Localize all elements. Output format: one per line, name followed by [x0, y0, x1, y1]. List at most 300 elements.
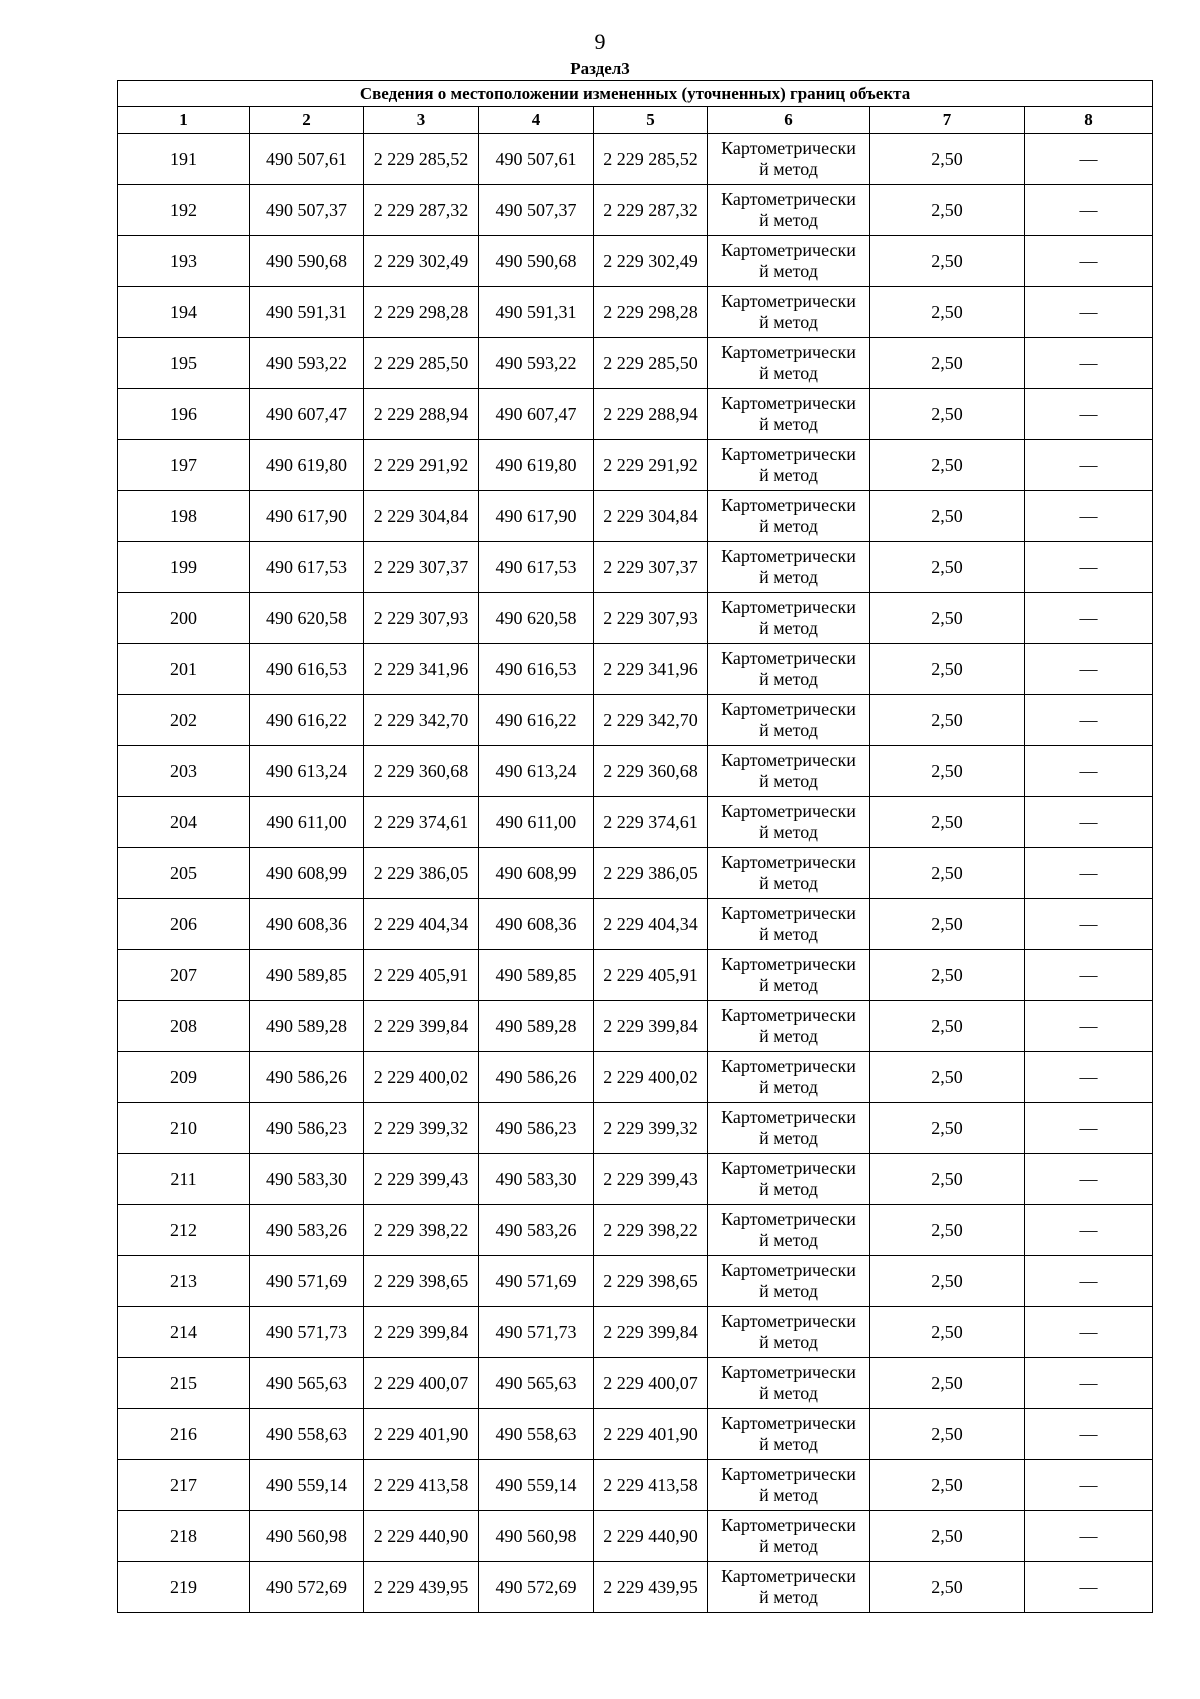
note-cell: — [1025, 440, 1153, 491]
accuracy-cell: 2,50 [870, 542, 1025, 593]
method-text-line: й метод [759, 1587, 818, 1607]
note-cell: — [1025, 695, 1153, 746]
x-coordinate-cell: 490 589,28 [479, 1001, 594, 1052]
method-cell [708, 950, 870, 1001]
method-text-line: й метод [759, 1485, 818, 1505]
point-number-cell: 219 [118, 1562, 250, 1613]
accuracy-cell: 2,50 [870, 491, 1025, 542]
note-cell: — [1025, 491, 1153, 542]
x-coordinate-cell: 490 617,53 [250, 542, 364, 593]
method-text-line: Картометрически [721, 1464, 856, 1484]
note-cell: — [1025, 797, 1153, 848]
method-text-line: Картометрически [721, 138, 856, 158]
point-number-cell: 191 [118, 134, 250, 185]
x-coordinate-cell: 490 507,37 [250, 185, 364, 236]
table-row [118, 542, 1153, 593]
point-number-cell: 199 [118, 542, 250, 593]
method-text-line: й метод [759, 312, 818, 332]
y-coordinate-cell: 2 229 399,84 [364, 1001, 479, 1052]
method-cell [708, 1103, 870, 1154]
y-coordinate-cell: 2 229 302,49 [594, 236, 708, 287]
method-text-line: й метод [759, 516, 818, 536]
method-cell [708, 338, 870, 389]
table-caption-row [118, 81, 1153, 107]
method-cell [708, 1511, 870, 1562]
point-number-cell: 198 [118, 491, 250, 542]
point-number-cell: 206 [118, 899, 250, 950]
method-text-line: й метод [759, 1179, 818, 1199]
method-text-line: й метод [759, 822, 818, 842]
note-cell: — [1025, 1052, 1153, 1103]
method-cell [708, 1307, 870, 1358]
y-coordinate-cell: 2 229 398,65 [364, 1256, 479, 1307]
x-coordinate-cell: 490 616,53 [479, 644, 594, 695]
method-text-line: Картометрически [721, 495, 856, 515]
y-coordinate-cell: 2 229 307,37 [594, 542, 708, 593]
point-number-cell: 195 [118, 338, 250, 389]
note-cell: — [1025, 1307, 1153, 1358]
y-coordinate-cell: 2 229 291,92 [594, 440, 708, 491]
method-text-line: й метод [759, 1230, 818, 1250]
y-coordinate-cell: 2 229 285,52 [594, 134, 708, 185]
method-cell [708, 1154, 870, 1205]
note-cell: — [1025, 1409, 1153, 1460]
x-coordinate-cell: 490 560,98 [250, 1511, 364, 1562]
note-cell: — [1025, 1103, 1153, 1154]
column-header: 3 [364, 107, 479, 134]
point-number-cell: 196 [118, 389, 250, 440]
table-row [118, 1511, 1153, 1562]
note-cell: — [1025, 1001, 1153, 1052]
y-coordinate-cell: 2 229 401,90 [364, 1409, 479, 1460]
y-coordinate-cell: 2 229 291,92 [364, 440, 479, 491]
column-header: 5 [594, 107, 708, 134]
note-cell: — [1025, 134, 1153, 185]
method-cell [708, 797, 870, 848]
accuracy-cell: 2,50 [870, 1307, 1025, 1358]
y-coordinate-cell: 2 229 386,05 [594, 848, 708, 899]
table-row [118, 491, 1153, 542]
accuracy-cell: 2,50 [870, 1256, 1025, 1307]
y-coordinate-cell: 2 229 307,93 [594, 593, 708, 644]
point-number-cell: 209 [118, 1052, 250, 1103]
point-number-cell: 203 [118, 746, 250, 797]
accuracy-cell: 2,50 [870, 1409, 1025, 1460]
note-cell: — [1025, 1154, 1153, 1205]
method-cell [708, 899, 870, 950]
accuracy-cell: 2,50 [870, 1358, 1025, 1409]
method-text-line: й метод [759, 924, 818, 944]
column-number-row [118, 107, 1153, 134]
x-coordinate-cell: 490 591,31 [479, 287, 594, 338]
y-coordinate-cell: 2 229 400,02 [594, 1052, 708, 1103]
x-coordinate-cell: 490 607,47 [250, 389, 364, 440]
y-coordinate-cell: 2 229 287,32 [364, 185, 479, 236]
note-cell: — [1025, 848, 1153, 899]
x-coordinate-cell: 490 617,90 [479, 491, 594, 542]
table-row [118, 593, 1153, 644]
y-coordinate-cell: 2 229 439,95 [364, 1562, 479, 1613]
method-cell [708, 1562, 870, 1613]
note-cell: — [1025, 746, 1153, 797]
x-coordinate-cell: 490 571,69 [479, 1256, 594, 1307]
x-coordinate-cell: 490 593,22 [250, 338, 364, 389]
method-text-line: Картометрически [721, 1362, 856, 1382]
note-cell: — [1025, 1562, 1153, 1613]
point-number-cell: 208 [118, 1001, 250, 1052]
y-coordinate-cell: 2 229 399,84 [364, 1307, 479, 1358]
method-text-line: Картометрически [721, 1260, 856, 1280]
x-coordinate-cell: 490 583,26 [250, 1205, 364, 1256]
table-row [118, 848, 1153, 899]
y-coordinate-cell: 2 229 298,28 [364, 287, 479, 338]
column-header: 6 [708, 107, 870, 134]
point-number-cell: 202 [118, 695, 250, 746]
column-header: 2 [250, 107, 364, 134]
method-text-line: й метод [759, 1077, 818, 1097]
table-row [118, 1460, 1153, 1511]
method-text-line: й метод [759, 159, 818, 179]
method-text-line: Картометрически [721, 546, 856, 566]
page-number: 9 [594, 29, 606, 54]
y-coordinate-cell: 2 229 374,61 [364, 797, 479, 848]
accuracy-cell: 2,50 [870, 287, 1025, 338]
table-row [118, 746, 1153, 797]
x-coordinate-cell: 490 607,47 [479, 389, 594, 440]
table-body [118, 134, 1153, 1613]
point-number-cell: 218 [118, 1511, 250, 1562]
note-cell: — [1025, 899, 1153, 950]
y-coordinate-cell: 2 229 401,90 [594, 1409, 708, 1460]
y-coordinate-cell: 2 229 386,05 [364, 848, 479, 899]
point-number-cell: 211 [118, 1154, 250, 1205]
method-cell [708, 593, 870, 644]
method-cell [708, 644, 870, 695]
y-coordinate-cell: 2 229 304,84 [364, 491, 479, 542]
table-row [118, 1001, 1153, 1052]
y-coordinate-cell: 2 229 287,32 [594, 185, 708, 236]
method-text-line: Картометрически [721, 1005, 856, 1025]
table-row [118, 1562, 1153, 1613]
y-coordinate-cell: 2 229 399,43 [594, 1154, 708, 1205]
y-coordinate-cell: 2 229 342,70 [594, 695, 708, 746]
x-coordinate-cell: 490 571,69 [250, 1256, 364, 1307]
method-cell [708, 1460, 870, 1511]
y-coordinate-cell: 2 229 404,34 [364, 899, 479, 950]
x-coordinate-cell: 490 558,63 [250, 1409, 364, 1460]
table-row [118, 287, 1153, 338]
table-row [118, 1154, 1153, 1205]
method-cell [708, 1409, 870, 1460]
table-row [118, 695, 1153, 746]
x-coordinate-cell: 490 616,22 [250, 695, 364, 746]
x-coordinate-cell: 490 616,22 [479, 695, 594, 746]
method-text-line: Картометрически [721, 699, 856, 719]
method-text-line: Картометрически [721, 801, 856, 821]
table-row [118, 185, 1153, 236]
y-coordinate-cell: 2 229 413,58 [594, 1460, 708, 1511]
note-cell: — [1025, 1358, 1153, 1409]
y-coordinate-cell: 2 229 288,94 [594, 389, 708, 440]
point-number-cell: 200 [118, 593, 250, 644]
method-text-line: й метод [759, 1281, 818, 1301]
y-coordinate-cell: 2 229 341,96 [594, 644, 708, 695]
method-text-line: й метод [759, 1332, 818, 1352]
x-coordinate-cell: 490 620,58 [479, 593, 594, 644]
y-coordinate-cell: 2 229 285,50 [364, 338, 479, 389]
x-coordinate-cell: 490 593,22 [479, 338, 594, 389]
method-text-line: Картометрически [721, 1413, 856, 1433]
method-text-line: Картометрически [721, 852, 856, 872]
y-coordinate-cell: 2 229 341,96 [364, 644, 479, 695]
accuracy-cell: 2,50 [870, 338, 1025, 389]
x-coordinate-cell: 490 589,85 [479, 950, 594, 1001]
y-coordinate-cell: 2 229 400,02 [364, 1052, 479, 1103]
accuracy-cell: 2,50 [870, 1511, 1025, 1562]
note-cell: — [1025, 950, 1153, 1001]
method-text-line: й метод [759, 873, 818, 893]
accuracy-cell: 2,50 [870, 440, 1025, 491]
x-coordinate-cell: 490 613,24 [250, 746, 364, 797]
method-cell [708, 440, 870, 491]
y-coordinate-cell: 2 229 398,65 [594, 1256, 708, 1307]
y-coordinate-cell: 2 229 360,68 [364, 746, 479, 797]
x-coordinate-cell: 490 586,26 [479, 1052, 594, 1103]
method-text-line: й метод [759, 771, 818, 791]
accuracy-cell: 2,50 [870, 593, 1025, 644]
table-row [118, 1205, 1153, 1256]
column-header: 7 [870, 107, 1025, 134]
method-text-line: Картометрически [721, 342, 856, 362]
accuracy-cell: 2,50 [870, 1052, 1025, 1103]
method-text-line: й метод [759, 618, 818, 638]
x-coordinate-cell: 490 589,28 [250, 1001, 364, 1052]
x-coordinate-cell: 490 583,30 [479, 1154, 594, 1205]
method-text-line: Картометрически [721, 648, 856, 668]
y-coordinate-cell: 2 229 307,37 [364, 542, 479, 593]
table-row [118, 950, 1153, 1001]
note-cell: — [1025, 1205, 1153, 1256]
x-coordinate-cell: 490 617,90 [250, 491, 364, 542]
x-coordinate-cell: 490 619,80 [250, 440, 364, 491]
x-coordinate-cell: 490 586,26 [250, 1052, 364, 1103]
table-row [118, 1358, 1153, 1409]
method-text-line: й метод [759, 414, 818, 434]
x-coordinate-cell: 490 608,99 [250, 848, 364, 899]
x-coordinate-cell: 490 611,00 [479, 797, 594, 848]
method-cell [708, 1001, 870, 1052]
note-cell: — [1025, 1511, 1153, 1562]
method-text-line: й метод [759, 210, 818, 230]
accuracy-cell: 2,50 [870, 848, 1025, 899]
y-coordinate-cell: 2 229 304,84 [594, 491, 708, 542]
method-text-line: Картометрически [721, 240, 856, 260]
x-coordinate-cell: 490 565,63 [250, 1358, 364, 1409]
method-text-line: Картометрически [721, 393, 856, 413]
x-coordinate-cell: 490 571,73 [479, 1307, 594, 1358]
x-coordinate-cell: 490 571,73 [250, 1307, 364, 1358]
method-text-line: й метод [759, 720, 818, 740]
method-cell [708, 389, 870, 440]
method-cell [708, 134, 870, 185]
method-cell [708, 287, 870, 338]
note-cell: — [1025, 287, 1153, 338]
method-text-line: Картометрически [721, 1107, 856, 1127]
x-coordinate-cell: 490 586,23 [479, 1103, 594, 1154]
method-text-line: Картометрически [721, 1311, 856, 1331]
method-text-line: й метод [759, 669, 818, 689]
x-coordinate-cell: 490 611,00 [250, 797, 364, 848]
y-coordinate-cell: 2 229 399,84 [594, 1001, 708, 1052]
accuracy-cell: 2,50 [870, 1154, 1025, 1205]
y-coordinate-cell: 2 229 404,34 [594, 899, 708, 950]
method-text-line: Картометрически [721, 903, 856, 923]
y-coordinate-cell: 2 229 405,91 [594, 950, 708, 1001]
y-coordinate-cell: 2 229 399,32 [594, 1103, 708, 1154]
accuracy-cell: 2,50 [870, 236, 1025, 287]
y-coordinate-cell: 2 229 374,61 [594, 797, 708, 848]
point-number-cell: 207 [118, 950, 250, 1001]
y-coordinate-cell: 2 229 440,90 [594, 1511, 708, 1562]
y-coordinate-cell: 2 229 288,94 [364, 389, 479, 440]
y-coordinate-cell: 2 229 307,93 [364, 593, 479, 644]
method-text-line: Картометрически [721, 750, 856, 770]
accuracy-cell: 2,50 [870, 1460, 1025, 1511]
table-row [118, 899, 1153, 950]
accuracy-cell: 2,50 [870, 797, 1025, 848]
x-coordinate-cell: 490 608,36 [479, 899, 594, 950]
table-row [118, 134, 1153, 185]
x-coordinate-cell: 490 591,31 [250, 287, 364, 338]
method-cell [708, 695, 870, 746]
column-header: 1 [118, 107, 250, 134]
y-coordinate-cell: 2 229 302,49 [364, 236, 479, 287]
table-caption: Сведения о местоположении измененных (уточненных) границ объекта [118, 81, 1153, 107]
y-coordinate-cell: 2 229 399,43 [364, 1154, 479, 1205]
method-text-line: Картометрически [721, 189, 856, 209]
method-text-line: Картометрически [721, 1158, 856, 1178]
method-text-line: Картометрически [721, 291, 856, 311]
method-text-line: й метод [759, 363, 818, 383]
x-coordinate-cell: 490 589,85 [250, 950, 364, 1001]
note-cell: — [1025, 1460, 1153, 1511]
x-coordinate-cell: 490 559,14 [479, 1460, 594, 1511]
table-row [118, 1103, 1153, 1154]
y-coordinate-cell: 2 229 285,52 [364, 134, 479, 185]
x-coordinate-cell: 490 590,68 [250, 236, 364, 287]
x-coordinate-cell: 490 586,23 [250, 1103, 364, 1154]
point-number-cell: 192 [118, 185, 250, 236]
accuracy-cell: 2,50 [870, 1562, 1025, 1613]
y-coordinate-cell: 2 229 360,68 [594, 746, 708, 797]
x-coordinate-cell: 490 560,98 [479, 1511, 594, 1562]
point-number-cell: 215 [118, 1358, 250, 1409]
method-cell [708, 848, 870, 899]
table-row [118, 338, 1153, 389]
y-coordinate-cell: 2 229 342,70 [364, 695, 479, 746]
y-coordinate-cell: 2 229 405,91 [364, 950, 479, 1001]
note-cell: — [1025, 593, 1153, 644]
method-text-line: й метод [759, 975, 818, 995]
method-text-line: й метод [759, 1434, 818, 1454]
y-coordinate-cell: 2 229 400,07 [594, 1358, 708, 1409]
x-coordinate-cell: 490 507,61 [479, 134, 594, 185]
table-row [118, 440, 1153, 491]
method-cell [708, 1358, 870, 1409]
x-coordinate-cell: 490 613,24 [479, 746, 594, 797]
accuracy-cell: 2,50 [870, 1001, 1025, 1052]
note-cell: — [1025, 389, 1153, 440]
method-cell [708, 1205, 870, 1256]
method-cell [708, 185, 870, 236]
note-cell: — [1025, 338, 1153, 389]
column-header: 8 [1025, 107, 1153, 134]
accuracy-cell: 2,50 [870, 950, 1025, 1001]
method-cell [708, 491, 870, 542]
method-text-line: Картометрически [721, 597, 856, 617]
point-number-cell: 210 [118, 1103, 250, 1154]
accuracy-cell: 2,50 [870, 134, 1025, 185]
accuracy-cell: 2,50 [870, 695, 1025, 746]
method-text-line: й метод [759, 1128, 818, 1148]
column-header: 4 [479, 107, 594, 134]
accuracy-cell: 2,50 [870, 185, 1025, 236]
y-coordinate-cell: 2 229 398,22 [594, 1205, 708, 1256]
accuracy-cell: 2,50 [870, 899, 1025, 950]
method-text-line: й метод [759, 567, 818, 587]
y-coordinate-cell: 2 229 399,32 [364, 1103, 479, 1154]
table-row [118, 644, 1153, 695]
method-text-line: й метод [759, 1383, 818, 1403]
x-coordinate-cell: 490 590,68 [479, 236, 594, 287]
method-cell [708, 236, 870, 287]
y-coordinate-cell: 2 229 298,28 [594, 287, 708, 338]
method-text-line: Картометрически [721, 954, 856, 974]
section-title: Раздел3 [570, 59, 630, 78]
table-row [118, 236, 1153, 287]
y-coordinate-cell: 2 229 400,07 [364, 1358, 479, 1409]
note-cell: — [1025, 185, 1153, 236]
note-cell: — [1025, 236, 1153, 287]
method-text-line: й метод [759, 1026, 818, 1046]
table-row [118, 389, 1153, 440]
x-coordinate-cell: 490 616,53 [250, 644, 364, 695]
x-coordinate-cell: 490 583,30 [250, 1154, 364, 1205]
accuracy-cell: 2,50 [870, 1205, 1025, 1256]
method-cell [708, 746, 870, 797]
note-cell: — [1025, 542, 1153, 593]
x-coordinate-cell: 490 565,63 [479, 1358, 594, 1409]
x-coordinate-cell: 490 583,26 [479, 1205, 594, 1256]
point-number-cell: 201 [118, 644, 250, 695]
y-coordinate-cell: 2 229 285,50 [594, 338, 708, 389]
point-number-cell: 194 [118, 287, 250, 338]
method-cell [708, 542, 870, 593]
point-number-cell: 213 [118, 1256, 250, 1307]
table-row [118, 1307, 1153, 1358]
method-text-line: й метод [759, 465, 818, 485]
method-text-line: Картометрически [721, 1056, 856, 1076]
point-number-cell: 217 [118, 1460, 250, 1511]
method-cell [708, 1052, 870, 1103]
x-coordinate-cell: 490 558,63 [479, 1409, 594, 1460]
point-number-cell: 205 [118, 848, 250, 899]
method-text-line: Картометрически [721, 1515, 856, 1535]
accuracy-cell: 2,50 [870, 746, 1025, 797]
point-number-cell: 204 [118, 797, 250, 848]
x-coordinate-cell: 490 572,69 [479, 1562, 594, 1613]
point-number-cell: 216 [118, 1409, 250, 1460]
